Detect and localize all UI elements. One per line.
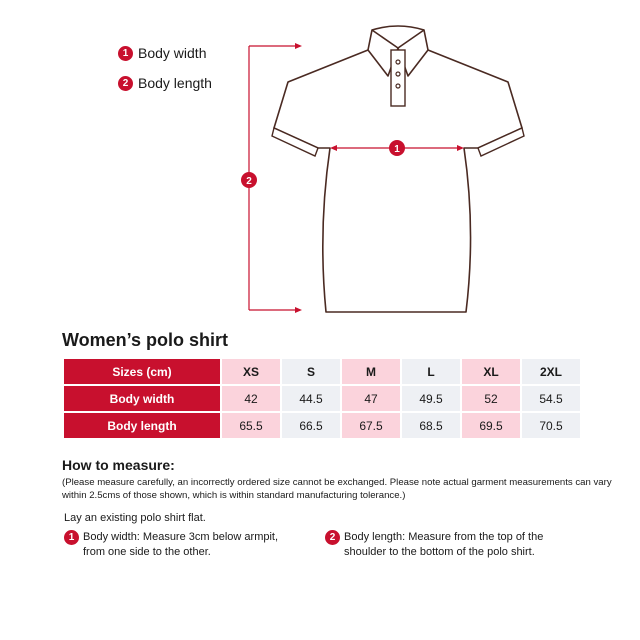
how-to-measure-heading: How to measure: [62, 457, 175, 473]
arrowhead [295, 307, 302, 313]
body-width-marker-number: 1 [394, 144, 400, 155]
table-cell: 49.5 [402, 386, 460, 411]
table-cell: 52 [462, 386, 520, 411]
step-line: Body length: Measure from the top of the [344, 531, 544, 543]
row-label: Body width [64, 386, 220, 411]
placket [391, 50, 405, 106]
step-text [83, 530, 278, 560]
table-header-row [64, 359, 580, 384]
size-2xl: 2XL [522, 359, 580, 384]
step-text [344, 530, 543, 560]
table-cell: 66.5 [282, 413, 340, 438]
size-xl: XL [462, 359, 520, 384]
legend-label: Body width [138, 45, 207, 61]
step-line: Body width: Measure 3cm below armpit, [83, 531, 279, 543]
instruction-text: Lay an existing polo shirt flat. [64, 512, 206, 524]
step-body-width [64, 530, 314, 560]
table-cell: 44.5 [282, 386, 340, 411]
legend-label: Body length [138, 75, 212, 91]
table-cell: 42 [222, 386, 280, 411]
collar-band [372, 26, 424, 30]
table-cell: 68.5 [402, 413, 460, 438]
body-length-marker-number: 2 [246, 176, 252, 187]
size-chart-table [62, 357, 582, 440]
header-label: Sizes (cm) [64, 359, 220, 384]
row-label: Body length [64, 413, 220, 438]
size-m: M [342, 359, 400, 384]
table-cell: 70.5 [522, 413, 580, 438]
number-badge: 2 [118, 76, 133, 91]
table-cell: 67.5 [342, 413, 400, 438]
arrowhead [295, 43, 302, 49]
number-badge: 2 [325, 530, 340, 545]
table-title: Women’s polo shirt [62, 330, 229, 350]
size-l: L [402, 359, 460, 384]
table-cell: 47 [342, 386, 400, 411]
step-body-length [325, 530, 575, 560]
table-cell: 65.5 [222, 413, 280, 438]
table-row-body-width [64, 386, 580, 411]
number-badge: 1 [118, 46, 133, 61]
step-line: shoulder to the bottom of the polo shirt. [344, 546, 535, 558]
number-badge: 1 [64, 530, 79, 545]
size-xs: XS [222, 359, 280, 384]
measurement-disclaimer: (Please measure carefully, an incorrectly ordered size cannot be exchanged. Please note actual garment measurements can vary within 2.5cms of those shown, which is within standard manufacturing tolerance.) [62, 477, 612, 501]
size-s: S [282, 359, 340, 384]
table-cell: 69.5 [462, 413, 520, 438]
step-line: from one side to the other. [83, 546, 211, 558]
table-cell: 54.5 [522, 386, 580, 411]
table-row-body-length [64, 413, 580, 438]
